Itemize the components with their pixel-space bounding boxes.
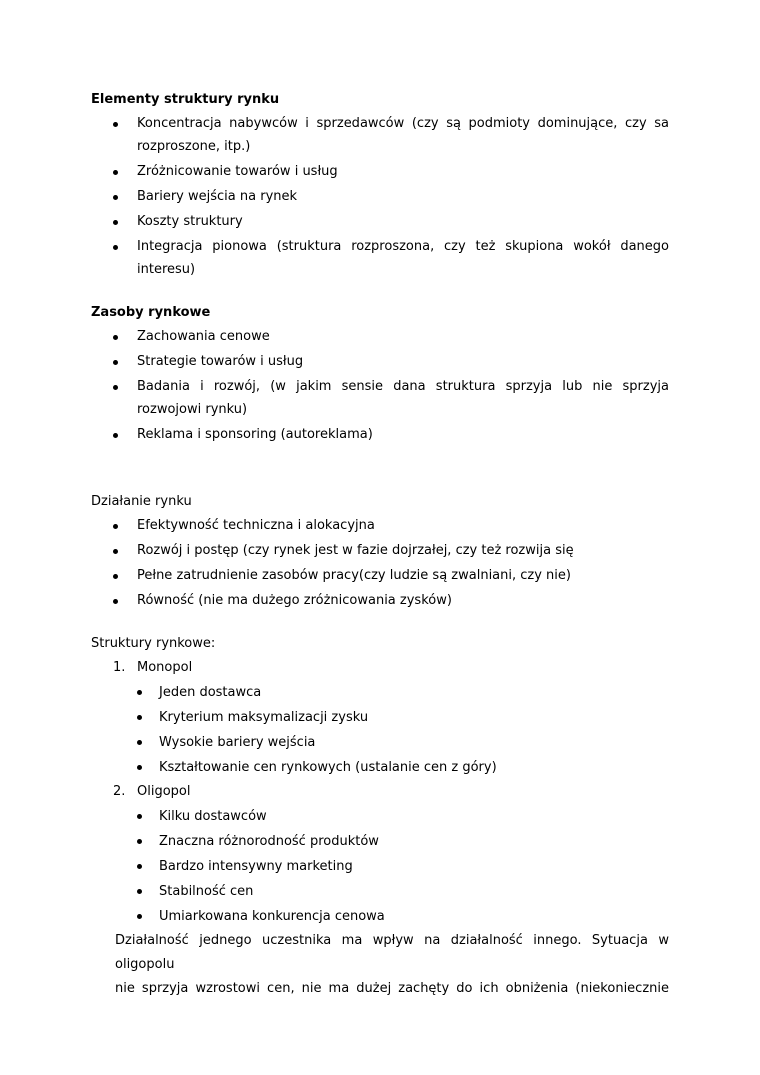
bullet-icon	[113, 195, 118, 200]
bullet-icon	[137, 839, 142, 844]
numbered-item-oligopoly: 2. Oligopol	[113, 784, 191, 799]
list-item: Równość (nie ma dużego zróżnicowania zysków)	[91, 589, 669, 612]
list-item: Koszty struktury	[91, 210, 669, 233]
bullet-icon	[137, 914, 142, 919]
list-item: Kształtowanie cen rynkowych (ustalanie cen z góry)	[91, 755, 669, 780]
bullet-icon	[137, 889, 142, 894]
document-page	[91, 88, 669, 1001]
bullet-icon	[113, 549, 118, 554]
bullet-icon	[113, 360, 118, 365]
bullet-icon	[113, 220, 118, 225]
list-item: Wysokie bariery wejścia	[91, 730, 669, 755]
list-item: Zachowania cenowe	[91, 325, 669, 348]
bullet-icon	[113, 385, 118, 390]
bullet-icon	[137, 814, 142, 819]
bullet-icon	[113, 599, 118, 604]
bullet-icon	[113, 335, 118, 340]
bullet-icon	[113, 122, 118, 127]
list-item: Reklama i sponsoring (autoreklama)	[91, 423, 669, 446]
bullet-icon	[137, 765, 142, 770]
bullet-icon	[137, 740, 142, 745]
bullet-icon	[113, 245, 118, 250]
list-item: Umiarkowana konkurencja cenowa	[91, 904, 669, 929]
bullet-icon	[137, 715, 142, 720]
list-item: Stabilność cen	[91, 879, 669, 904]
list-item: Zróżnicowanie towarów i usług	[91, 160, 669, 183]
list-item: Znaczna różnorodność produktów	[91, 829, 669, 854]
list-item: Koncentracja nabywców i sprzedawców (czy są podmioty dominujące, czy sa rozproszone, itp.)	[91, 112, 669, 158]
section-heading-market-resources: Zasoby rynkowe	[91, 305, 211, 320]
list-item: Integracja pionowa (struktura rozproszona, czy też skupiona wokół danego interesu)	[91, 235, 669, 281]
list-item: Bariery wejścia na rynek	[91, 185, 669, 208]
section-heading-market-structure: Elementy struktury rynku	[91, 92, 280, 107]
bullet-icon	[113, 433, 118, 438]
bullet-icon	[137, 690, 142, 695]
list-item: Efektywność techniczna i alokacyjna	[91, 514, 669, 537]
list-item: Badania i rozwój, (w jakim sensie dana struktura sprzyja lub nie sprzyja rozwojowi rynku)	[91, 375, 669, 421]
list-item: Bardzo intensywny marketing	[91, 854, 669, 879]
bullet-icon	[137, 864, 142, 869]
bullet-icon	[113, 170, 118, 175]
list-item: Pełne zatrudnienie zasobów pracy(czy ludzie są zwalniani, czy nie)	[91, 564, 669, 587]
list-item: Kryterium maksymalizacji zysku	[91, 705, 669, 730]
list-item: Strategie towarów i usług	[91, 350, 669, 373]
bullet-icon	[113, 574, 118, 579]
list-item: Rozwój i postęp (czy rynek jest w fazie dojrzałej, czy też rozwija się	[91, 539, 669, 562]
section-heading-market-operation: Działanie rynku	[91, 494, 192, 509]
list-item: Kilku dostawców	[91, 804, 669, 829]
numbered-item-monopoly: 1. Monopol	[113, 660, 193, 675]
bullet-icon	[113, 524, 118, 529]
section-heading-market-structures: Struktury rynkowe:	[91, 636, 216, 651]
list-item: Jeden dostawca	[91, 680, 669, 705]
oligopoly-paragraph: Działalność jednego uczestnika ma wpływ na działalność innego. Sytuacja w oligopolu nie sprzyja wzrostowi cen, nie ma dużej zachęty do ich obniżenia (niekoniecznie	[115, 933, 669, 996]
